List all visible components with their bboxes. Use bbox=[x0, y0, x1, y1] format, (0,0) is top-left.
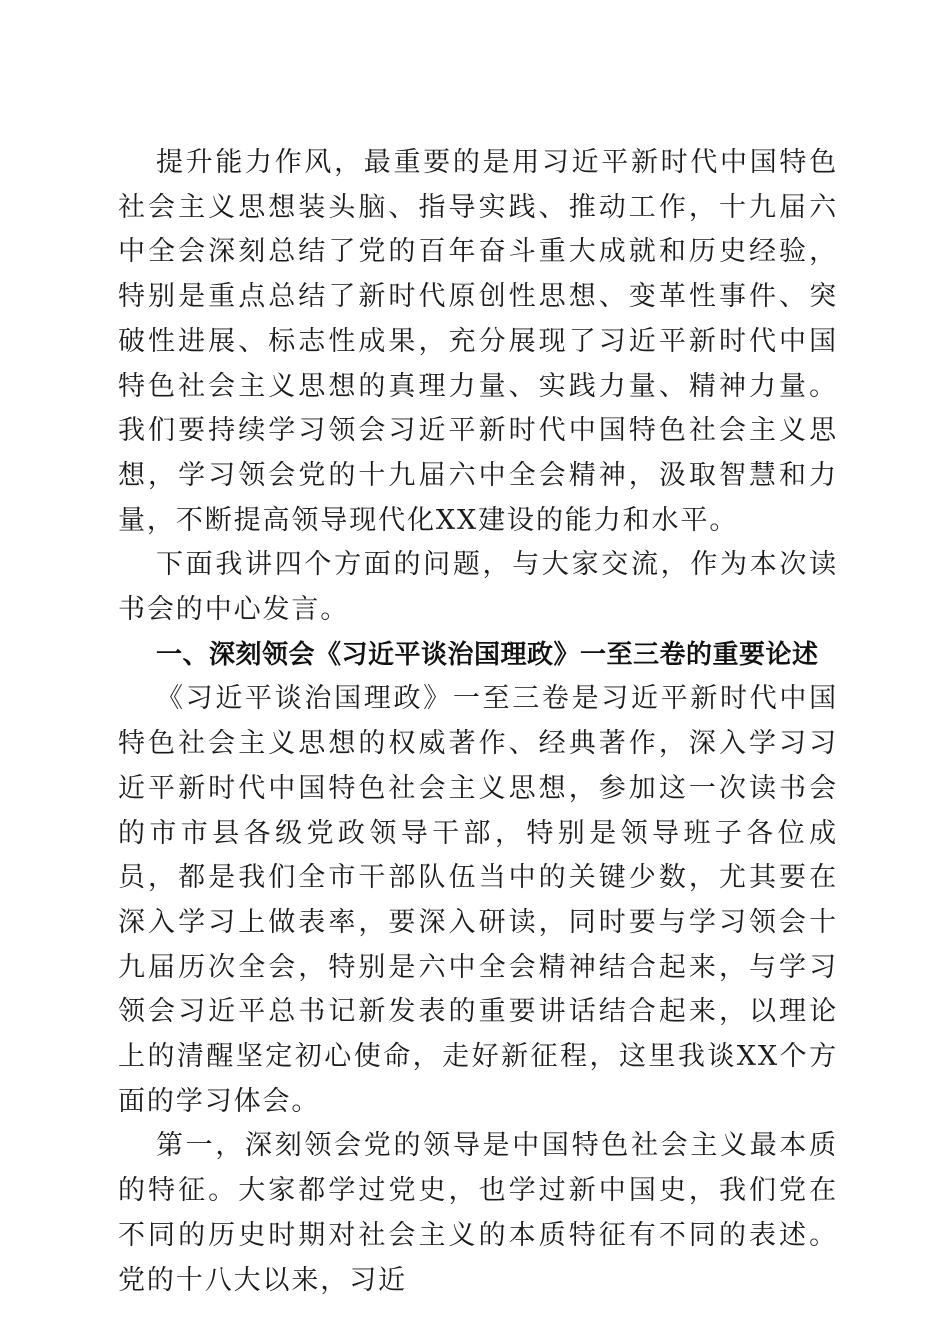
document-body bbox=[118, 141, 838, 1303]
speech-outline-paragraph: 下面我讲四个方面的问题，与大家交流，作为本次读书会的中心发言。 bbox=[118, 549, 838, 626]
point-1-paragraph bbox=[118, 1124, 838, 1303]
point-1-text: 大家都学过党史，也学过新中国史，我们党在不同的历史时期对社会主义的本质特征有不同的表述。党的十八大以来，习近 bbox=[118, 1175, 839, 1296]
intro-paragraph: 提升能力作风，最重要的是用习近平新时代中国特色社会主义思想装头脑、指导实践、推动工作，十九届六中全会深刻总结了党的百年奋斗重大成就和历史经验，特别是重点总结了新时代原创性思想、变革性事件、突破性进展、标志性成果，充分展现了习近平新时代中国特色社会主义思想的真理力量、实践力量、精神力量。我们要持续学习领会习近平新时代中国特色社会主义思想，学习领会党的十九届六中全会精神，汲取智慧和力量，不断提高领导现代化XX建设的能力和水平。 bbox=[118, 147, 838, 536]
point-1-title: 第一，深刻领会党的领导是中国特色社会主义最本质的特征。 bbox=[118, 1130, 838, 1207]
section-heading-1: 一、深刻领会《习近平谈治国理政》一至三卷的重要论述 bbox=[156, 639, 819, 670]
section-1-paragraph: 《习近平谈治国理政》一至三卷是习近平新时代中国特色社会主义思想的权威著作、经典著作，深入学习习近平新时代中国特色社会主义思想，参加这一次读书会的市市县各级党政领导干部，特别是领导班子各位成员，都是我们全市干部队伍当中的关键少数，尤其要在深入学习上做表率，要深入研读，同时要与学习领会十九届历次全会，特别是六中全会精神结合起来，与学习领会习近平总书记新发表的重要讲话结合起来，以理论上的清醒坚定初心使命，走好新征程，这里我谈XX个方面的学习体会。 bbox=[118, 683, 838, 1117]
